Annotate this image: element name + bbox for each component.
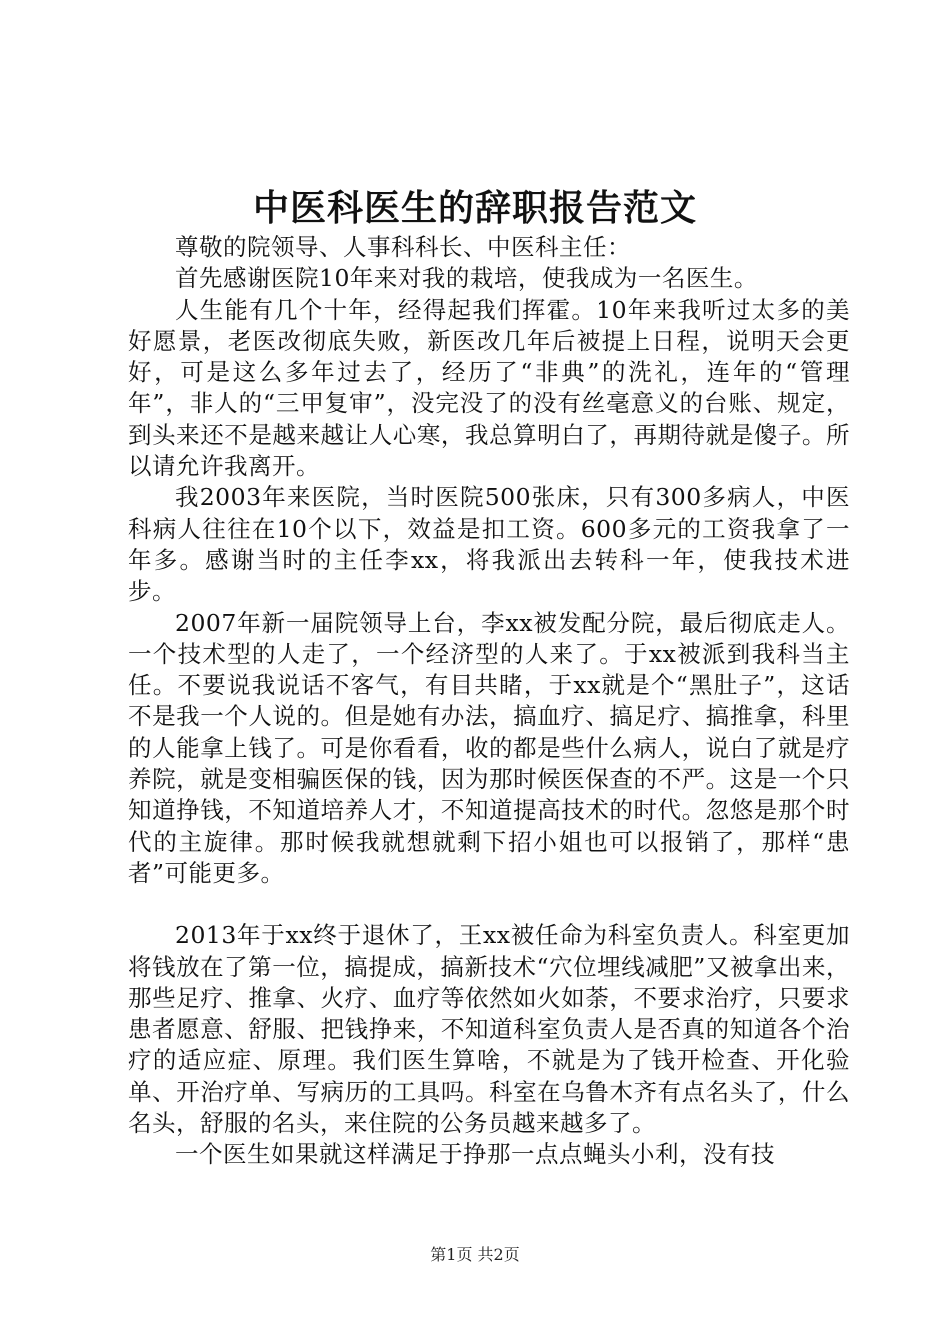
body-paragraph: 2007年新一届院领导上台，李xx被发配分院，最后彻底走人。一个技术型的人走了，一个经济型的人来了。于xx被派到我科当主任。不要说我说话不客气，有目共睹，于xx就是个“黑肚子”，这话不是我一个人说的。但是她有办法，搞血疗、搞足疗、搞推拿，科里的人能拿上钱了。可是你看看，收的都是些什么病人，说白了就是疗养院，就是变相骗医保的钱，因为那时候医保查的不严。这是一个只知道挣钱，不知道培养人才，不知道提高技术的时代。忽悠是那个时代的主旋律。那时候我就想就剩下招小姐也可以报销了，那样“患者”可能更多。 bbox=[128, 608, 850, 887]
document-body bbox=[128, 232, 850, 1171]
body-paragraph: 我2003年来医院，当时医院500张床，只有300多病人，中医科病人往往在10个以下，效益是扣工资。600多元的工资我拿了一年多。感谢当时的主任李xx，将我派出去转科一年，使我技术进步。 bbox=[128, 483, 850, 606]
document-title: 中医科医生的辞职报告范文 bbox=[252, 187, 697, 229]
body-paragraph: 一个医生如果就这样满足于挣那一点点蝇头小利，没有技 bbox=[175, 1140, 775, 1169]
page-number-footer: 第1页 共2页 bbox=[430, 1245, 520, 1264]
body-paragraph: 2013年于xx终于退休了，王xx被任命为科室负责人。科室更加将钱放在了第一位，搞提成，搞新技术“穴位埋线减肥”又被拿出来，那些足疗、推拿、火疗、血疗等依然如火如荼，不要求治疗，只要求患者愿意、舒服、把钱挣来，不知道科室负责人是否真的知道各个治疗的适应症、原理。我们医生算啥，不就是为了钱开检查、开化验单、开治疗单、写病历的工具吗。科室在乌鲁木齐有点名头了，什么名头，舒服的名头，来住院的公务员越来越多了。 bbox=[128, 921, 850, 1138]
body-paragraph: 人生能有几个十年，经得起我们挥霍。10年来我听过太多的美好愿景，老医改彻底失败，新医改几年后被提上日程，说明天会更好，可是这么多年过去了，经历了“非典”的洗礼，连年的“管理年”，非人的“三甲复审”，没完没了的没有丝毫意义的台账、规定，到头来还不是越来越让人心寒，我总算明白了，再期待就是傻子。所以请允许我离开。 bbox=[128, 295, 850, 481]
salutation-paragraph: 尊敬的院领导、人事科科长、中医科主任： bbox=[175, 233, 631, 261]
body-paragraph: 首先感谢医院10年来对我的栽培，使我成为一名医生。 bbox=[175, 264, 758, 293]
